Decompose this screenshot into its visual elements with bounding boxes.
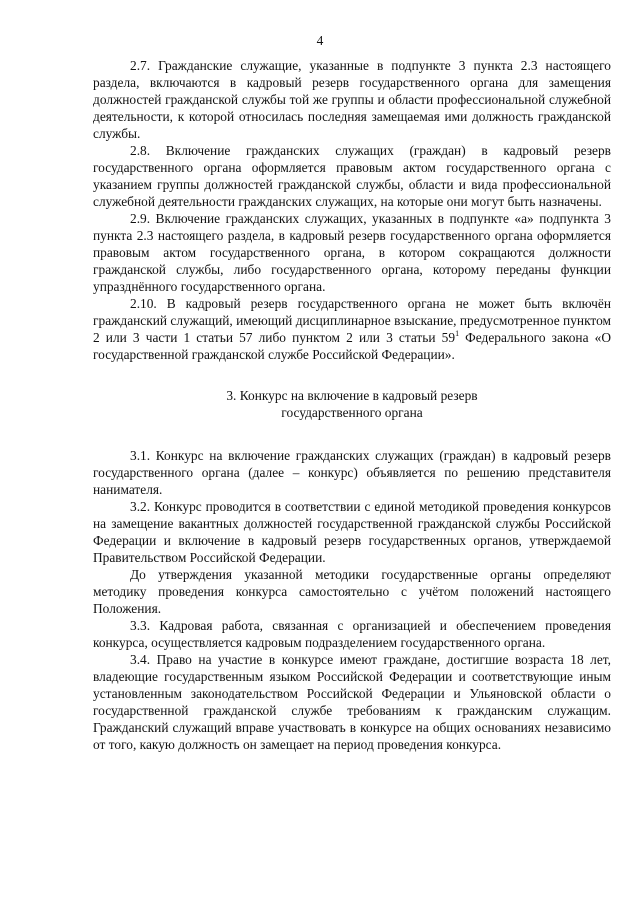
section-heading [93, 387, 611, 421]
section-heading-line-2: государственного органа [281, 405, 423, 420]
paragraph-2-10-text-end: Федерального закона «О государственной гражданской службе Российской Федерации». [93, 330, 611, 362]
page-number: 4 [316, 33, 324, 48]
paragraph-2-10-text: 2.10. В кадровый резерв государственного органа не может быть включён гражданский служащий, имеющий дисциплинарное взыскание, предусмотренное пунктом 2 или 3 части 1 статьи 57 либо пунктом 2 или 3 статьи 59 [93, 296, 612, 345]
paragraph-2-10 [93, 295, 611, 363]
paragraph-2-8: 2.8. Включение гражданских служащих (граждан) в кадровый резерв государственного органа оформляется правовым актом государственного органа с указанием группы должностей гражданской службы, области и вида профессиональной служебной деятельности гражданских служащих, на которые они могут быть назначены. [93, 143, 611, 209]
paragraph-3-2: 3.2. Конкурс проводится в соответствии с единой методикой проведения конкурсов на замещение вакантных должностей государственной гражданской службы Российской Федерации и включение в кадровый резерв государственных органов, утверждаемой Правительством Российской Федерации. [93, 499, 611, 565]
footnote-superscript: 1 [455, 329, 460, 338]
paragraph-2-9: 2.9. Включение гражданских служащих, указанных в подпункте «а» подпункта 3 пункта 2.3 настоящего раздела, в кадровый резерв государственного органа оформляется правовым актом государственного органа, в котором сокращаются должности гражданской службы, либо государственного органа, которому переданы функции упразднённого государственного органа. [93, 211, 611, 294]
paragraph-3-3: 3.3. Кадровая работа, связанная с организацией и обеспечением проведения конкурса, осуществляется кадровым подразделением государственного органа. [93, 618, 611, 650]
document-body [93, 57, 611, 753]
paragraph-3-2-continued: До утверждения указанной методики государственные органы определяют методику проведения конкурса самостоятельно с учётом положений настоящего Положения. [93, 567, 611, 616]
section-heading-line-1: 3. Конкурс на включение в кадровый резерв [226, 388, 478, 403]
paragraph-3-1: 3.1. Конкурс на включение гражданских служащих (граждан) в кадровый резерв государственного органа (далее – конкурс) объявляется по решению представителя нанимателя. [93, 448, 611, 497]
paragraph-2-7: 2.7. Гражданские служащие, указанные в подпункте 3 пункта 2.3 настоящего раздела, включаются в кадровый резерв государственного органа для замещения должностей гражданской службы той же группы и области профессиональной служебной деятельности, к которой относилась последняя замещаемая ими должность гражданской службы. [93, 58, 611, 141]
paragraph-3-4: 3.4. Право на участие в конкурсе имеют граждане, достигшие возраста 18 лет, владеющие государственным языком Российской Федерации и соответствующие иным установленным законодательством Российской Федерации и Ульяновской области о государственной гражданской службе требованиям к гражданским служащим. Гражданский служащий вправе участвовать в конкурсе на общих основаниях независимо от того, какую должность он замещает на период проведения конкурса. [93, 652, 611, 752]
